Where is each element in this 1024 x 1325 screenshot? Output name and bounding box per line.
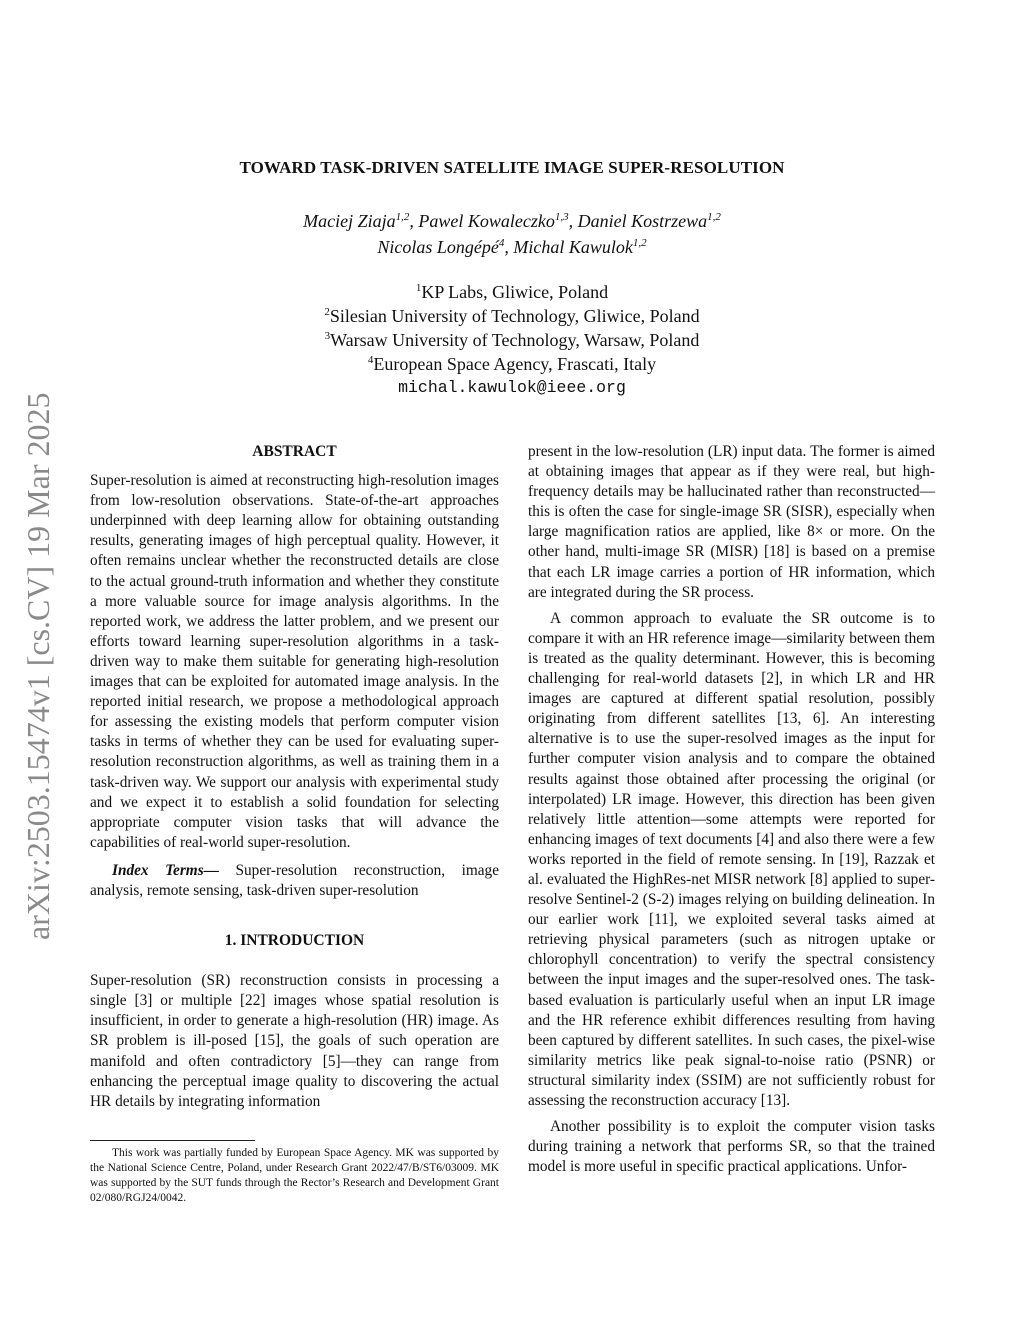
index-terms bbox=[90, 861, 499, 901]
author-name: Maciej Ziaja bbox=[303, 211, 396, 231]
body-paragraph: Another possibility is to exploit the computer vision tasks during training a network that performs SR, so that the trained model is more useful in specific practical applications. Unfor- bbox=[528, 1118, 935, 1176]
author-affil-sup: 4 bbox=[498, 237, 505, 249]
author-name: Daniel Kostrzewa bbox=[577, 211, 708, 231]
right-column bbox=[528, 442, 935, 1177]
author-name: Pawel Kowaleczko bbox=[418, 211, 555, 231]
index-terms-text: Super-resolution reconstruction, image analysis, remote sensing, task-driven super-resolution bbox=[90, 861, 499, 899]
author-affil-sup: 1,2 bbox=[707, 211, 721, 223]
affiliation bbox=[0, 328, 1024, 352]
left-column bbox=[90, 442, 499, 1112]
paper-title: TOWARD TASK-DRIVEN SATELLITE IMAGE SUPER-RESOLUTION bbox=[239, 158, 785, 177]
footnote bbox=[90, 1146, 499, 1206]
body-paragraph: present in the low-resolution (LR) input data. The former is aimed at obtaining images that appear as if they were real, but high-frequency details may be hallucinated rather than reconstructed—this is often the case for single-image SR (SISR), especially when large magnification ratios are applied, like 8× or more. On the other hand, multi-image SR (MISR) [18] is based on a premise that each LR image carries a portion of HR information, which are integrated during the SR process. bbox=[528, 443, 935, 601]
affiliation-text: European Space Agency, Frascati, Italy bbox=[373, 354, 657, 374]
intro-paragraph: Super-resolution (SR) reconstruction consists in processing a single [3] or multiple [22] images whose spatial resolution is insufficient, in order to generate a high-resolution (HR) image. As SR problem is ill-posed [15], the goals of such operation are manifold and often contradictory [5]—they can range from enhancing the perceptual image quality to discovering the actual HR details by integrating information bbox=[90, 972, 499, 1110]
affiliations bbox=[0, 280, 1024, 400]
affiliation-sup: 4 bbox=[367, 354, 374, 366]
arxiv-sidebar bbox=[0, 0, 56, 940]
author-separator: , bbox=[409, 211, 419, 231]
author-affil-sup: 1,2 bbox=[395, 211, 410, 223]
abstract-text: Super-resolution is aimed at reconstructing high-resolution images from low-resolution observations. State-of-the-art approaches underpinned with deep learning allow for obtaining outstanding results, generating images of high perceptual quality. However, it often remains unclear whether the reconstructed details are close to the actual ground-truth information and whether they constitute a more valuable source for image analysis algorithms. In the reported work, we address the latter problem, and we present our efforts toward learning super-resolution algorithms in a task-driven way to make them suitable for generating high-resolution images that can be exploited for automated image analysis. In the reported initial research, we propose a methodological approach for assessing the existing models that perform computer vision tasks in terms of whether they can be used for evaluating super-resolution reconstruction algorithms, as well as training them in a task-driven way. We support our analysis with experimental study and we expect it to establish a solid foundation for selecting appropriate computer vision tasks that will advance the capabilities of real-world super-resolution. bbox=[90, 472, 499, 851]
author-separator: , bbox=[504, 237, 514, 257]
affiliation-sup: 1 bbox=[415, 282, 422, 294]
affiliation-text: Warsaw University of Technology, Warsaw, Poland bbox=[330, 330, 700, 350]
index-terms-label: Index Terms— bbox=[112, 861, 219, 879]
author-separator: , bbox=[568, 211, 578, 231]
affiliation-sup: 2 bbox=[324, 306, 330, 318]
author-affil-sup: 1,2 bbox=[632, 237, 647, 249]
arxiv-identifier: arXiv:2503.15474v1 [cs.CV] 19 Mar 2025 bbox=[20, 392, 56, 940]
affiliation bbox=[0, 280, 1024, 304]
footnote-divider bbox=[90, 1140, 255, 1141]
contact-email: michal.kawulok@ieee.org bbox=[398, 378, 626, 397]
author-name: Nicolas Longépé bbox=[377, 237, 499, 257]
affiliation-text: KP Labs, Gliwice, Poland bbox=[421, 282, 609, 302]
author-name: Michal Kawulok bbox=[513, 237, 633, 257]
affiliation-sup: 3 bbox=[324, 330, 331, 342]
author-list bbox=[0, 208, 1024, 260]
affiliation bbox=[0, 304, 1024, 328]
section-heading-introduction: 1. INTRODUCTION bbox=[224, 932, 365, 950]
affiliation bbox=[0, 352, 1024, 376]
footnote-text: This work was partially funded by European Space Agency. MK was supported by the National Science Centre, Poland, under Research Grant 2022/47/B/ST6/03009. MK was supported by the SUT funds through the Rector’s Research and Development Grant 02/080/RGJ24/0042. bbox=[90, 1147, 499, 1204]
author-line-2 bbox=[0, 234, 1024, 260]
abstract-heading: ABSTRACT bbox=[252, 443, 337, 460]
author-affil-sup: 1,3 bbox=[554, 211, 569, 223]
body-paragraph: A common approach to evaluate the SR outcome is to compare it with an HR reference image—similarity between them is treated as the quality determinant. However, this is becoming challenging for real-world datasets [2], in which LR and HR images are captured at different spatial resolution, possibly originating from different satellites [13, 6]. An interesting alternative is to use the super-resolved images as the input for further computer vision analysis and to compare the obtained results against those obtained after processing the original (or interpolated) LR image. However, this direction has been given relatively little attention—some attempts were reported for enhancing images of text documents [4] and also there were a few works reported in the field of remote sensing. In [19], Razzak et al. evaluated the HighRes-net MISR network [8] applied to super-resolve Sentinel-2 (S-2) images relying on building delineation. In our earlier work [11], we exploited several tasks aimed at retrieving physical parameters (such as nitrogen uptake or chlorophyll concentration) to verify the spectral consistency between the input images and the super-resolved ones. The task-based evaluation is particularly useful when an input LR image and the HR reference exhibit differences resulting from having been captured by different satellites. In such cases, the pixel-wise similarity metrics like peak signal-to-noise ratio (PSNR) or structural similarity index (SSIM) are not sufficiently robust for assessing the reconstruction accuracy [13]. bbox=[528, 609, 935, 1109]
author-line-1 bbox=[0, 208, 1024, 234]
affiliation-text: Silesian University of Technology, Gliwice, Poland bbox=[329, 306, 700, 326]
